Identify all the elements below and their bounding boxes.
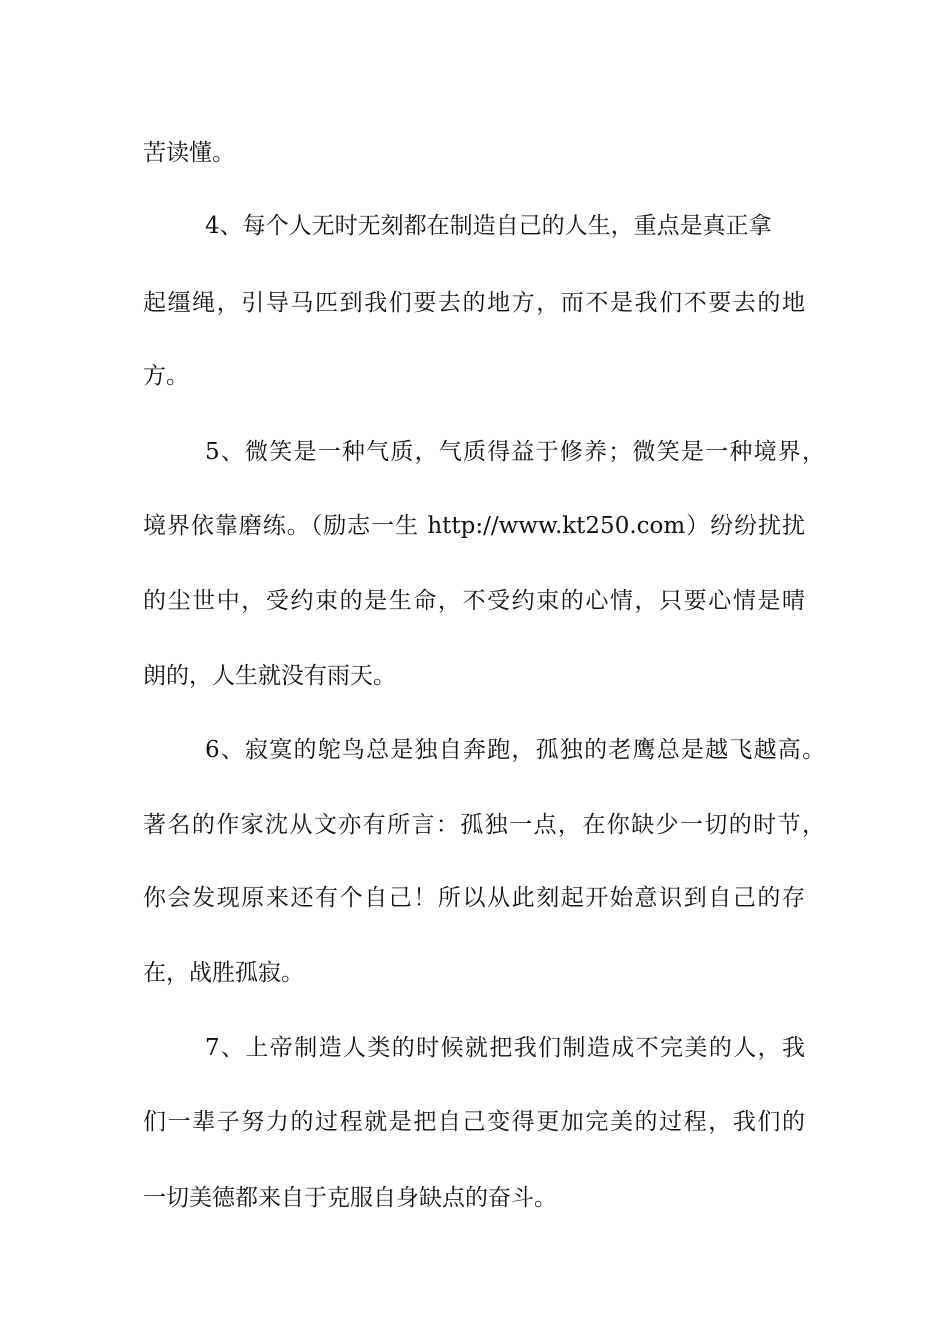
paragraph-7-line-2: 们一辈子努力的过程就是把自己变得更加完美的过程，我们的 [143,1109,805,1135]
paragraph-4-line-1: 4、每个人无时无刻都在制造自己的人生，重点是真正拿 [205,213,772,239]
paragraph-5-line-3: 的尘世中，受约束的是生命，不受约束的心情，只要心情是晴 [143,588,805,614]
paragraph-5-line-1: 5、微笑是一种气质，气质得益于修养；微笑是一种境界， [205,439,825,465]
paragraph-7-line-3: 一切美德都来自于克服自身缺点的奋斗。 [143,1185,557,1211]
paragraph-7-line-1: 7、上帝制造人类的时候就把我们制造成不完美的人，我 [205,1035,805,1061]
paragraph-6-line-4: 在，战胜孤寂。 [143,960,304,986]
paragraph-5-line-2: 境界依靠磨练。（励志一生 http://www.kt250.com）纷纷扰扰 [143,513,805,539]
paragraph-6-line-3: 你会发现原来还有个自己！所以从此刻起开始意识到自己的存 [143,885,805,911]
paragraph-4-line-2: 起缰绳，引导马匹到我们要去的地方，而不是我们不要去的地 [143,290,805,316]
paragraph-6-line-2: 著名的作家沈从文亦有所言：孤独一点，在你缺少一切的时节， [143,812,825,838]
paragraph-4-line-3: 方。 [143,363,189,389]
paragraph-5-line-4: 朗的，人生就没有雨天。 [143,663,396,689]
paragraph-6-line-1: 6、寂寞的鸵鸟总是独自奔跑，孤独的老鹰总是越飞越高。 [205,737,825,763]
text-line: 苦读懂。 [143,140,235,166]
